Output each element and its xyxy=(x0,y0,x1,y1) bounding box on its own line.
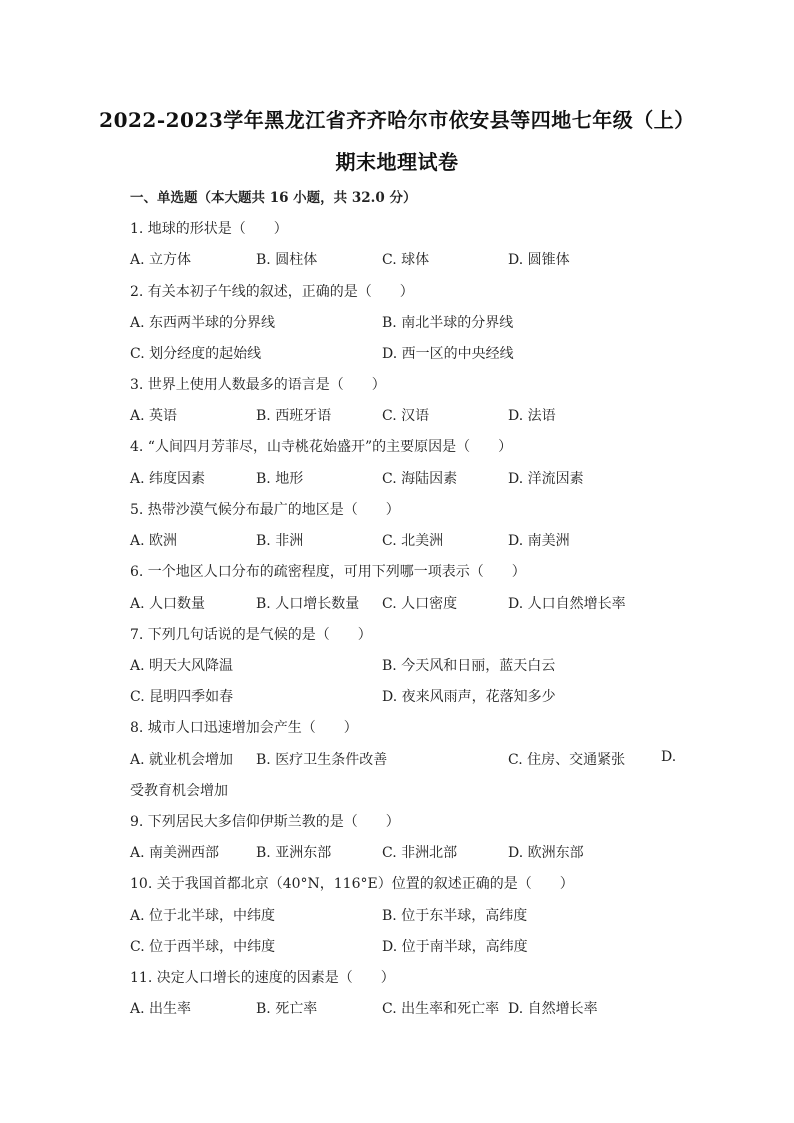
q10-option-a: A. 位于北半球，中纬度 xyxy=(130,908,276,924)
question-2: 2. 有关本初子午线的叙述，正确的是（ ） xyxy=(130,284,414,300)
q4-option-a: A. 纬度因素 xyxy=(130,471,206,487)
q8-option-b: B. 医疗卫生条件改善 xyxy=(256,752,388,768)
q9-option-c: C. 非洲北部 xyxy=(382,845,458,861)
q6-option-a: A. 人口数量 xyxy=(130,596,206,612)
q2-option-b: B. 南北半球的分界线 xyxy=(382,315,514,331)
q1-option-d: D. 圆锥体 xyxy=(508,252,570,268)
q4-option-b: B. 地形 xyxy=(256,471,304,487)
q7-option-b: B. 今天风和日丽，蓝天白云 xyxy=(382,658,556,674)
q11-option-a: A. 出生率 xyxy=(130,1001,192,1017)
question-11: 11. 决定人口增长的速度的因素是（ ） xyxy=(130,970,395,986)
q11-option-c: C. 出生率和死亡率 xyxy=(382,1001,500,1017)
q11-option-d: D. 自然增长率 xyxy=(508,1001,598,1017)
q2-option-d: D. 西一区的中央经线 xyxy=(382,346,514,362)
q7-option-a: A. 明天大风降温 xyxy=(130,658,234,674)
q4-option-d: D. 洋流因素 xyxy=(508,471,584,487)
q8-option-d-text: 受教育机会增加 xyxy=(130,783,228,799)
q1-option-a: A. 立方体 xyxy=(130,252,192,268)
question-8: 8. 城市人口迅速增加会产生（ ） xyxy=(130,720,358,736)
q7-option-d: D. 夜来风雨声，花落知多少 xyxy=(382,689,556,705)
q6-option-d: D. 人口自然增长率 xyxy=(508,596,626,612)
q8-option-d-label: D. xyxy=(661,749,677,765)
q3-option-b: B. 西班牙语 xyxy=(256,408,332,424)
q9-option-b: B. 亚洲东部 xyxy=(256,845,332,861)
q1-option-c: C. 球体 xyxy=(382,252,430,268)
q5-option-b: B. 非洲 xyxy=(256,533,304,549)
q3-option-d: D. 法语 xyxy=(508,408,556,424)
q6-option-c: C. 人口密度 xyxy=(382,596,458,612)
q3-option-c: C. 汉语 xyxy=(382,408,430,424)
question-10: 10. 关于我国首都北京（40°N，116°E）位置的叙述正确的是（ ） xyxy=(130,876,574,892)
q2-option-a: A. 东西两半球的分界线 xyxy=(130,315,276,331)
q2-option-c: C. 划分经度的起始线 xyxy=(130,346,262,362)
q6-option-b: B. 人口增长数量 xyxy=(256,596,360,612)
question-3: 3. 世界上使用人数最多的语言是（ ） xyxy=(130,377,386,393)
q9-option-a: A. 南美洲西部 xyxy=(130,845,220,861)
q10-option-b: B. 位于东半球，高纬度 xyxy=(382,908,528,924)
q5-option-d: D. 南美洲 xyxy=(508,533,570,549)
section-header: 一、单选题（本大题共 16 小题，共 32.0 分） xyxy=(130,190,417,206)
q7-option-c: C. 昆明四季如春 xyxy=(130,689,234,705)
q8-option-c: C. 住房、交通紧张 xyxy=(508,752,626,768)
q5-option-a: A. 欧洲 xyxy=(130,533,178,549)
question-1: 1. 地球的形状是（ ） xyxy=(130,221,288,237)
question-5: 5. 热带沙漠气候分布最广的地区是（ ） xyxy=(130,502,400,518)
q10-option-c: C. 位于西半球，中纬度 xyxy=(130,939,276,955)
q8-option-a: A. 就业机会增加 xyxy=(130,752,234,768)
question-4: 4. “人间四月芳菲尽，山寺桃花始盛开”的主要原因是（ ） xyxy=(130,439,513,455)
q11-option-b: B. 死亡率 xyxy=(256,1001,318,1017)
exam-subtitle: 期末地理试卷 xyxy=(335,150,459,174)
q4-option-c: C. 海陆因素 xyxy=(382,471,458,487)
q5-option-c: C. 北美洲 xyxy=(382,533,444,549)
q9-option-d: D. 欧洲东部 xyxy=(508,845,584,861)
exam-title: 2022-2023学年黑龙江省齐齐哈尔市依安县等四地七年级（上） xyxy=(99,108,695,132)
question-6: 6. 一个地区人口分布的疏密程度，可用下列哪一项表示（ ） xyxy=(130,564,526,580)
question-7: 7. 下列几句话说的是气候的是（ ） xyxy=(130,627,372,643)
question-9: 9. 下列居民大多信仰伊斯兰教的是（ ） xyxy=(130,814,400,830)
q3-option-a: A. 英语 xyxy=(130,408,178,424)
q1-option-b: B. 圆柱体 xyxy=(256,252,318,268)
q10-option-d: D. 位于南半球，高纬度 xyxy=(382,939,528,955)
